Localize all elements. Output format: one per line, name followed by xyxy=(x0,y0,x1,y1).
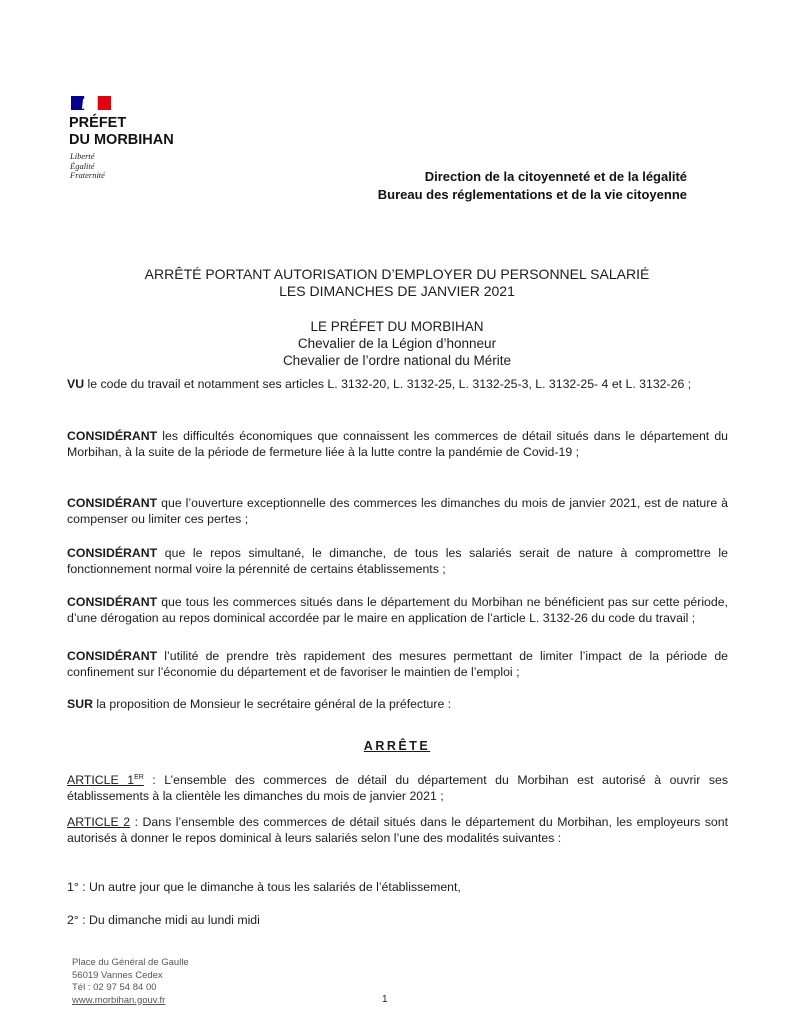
paragraph-keyword: CONSIDÉRANT xyxy=(67,649,158,663)
considerant-paragraph xyxy=(67,545,728,577)
paragraph-text: le code du travail et notamment ses articles L. 3132-20, L. 3132-25, L. 3132-25-3, L. 3132-25- 4 et L. 3132-26 ; xyxy=(84,377,692,391)
paragraph-text: que l’ouverture exceptionnelle des commerces les dimanches du mois de janvier 2021, est de nature à compenser ou limiter ces pertes ; xyxy=(67,496,728,526)
paragraph-text: que le repos simultané, le dimanche, de tous les salariés serait de nature à compromettre le fonctionnement normal voire la pérennité de certains établissements ; xyxy=(67,546,728,576)
authority-block xyxy=(40,318,754,369)
option-2: 2° : Du dimanche midi au lundi midi xyxy=(67,913,260,927)
article-ordinal: ER xyxy=(134,774,144,781)
paragraph-keyword: CONSIDÉRANT xyxy=(67,429,158,443)
paragraph-text: que tous les commerces situés dans le département du Morbihan ne bénéficient pas sur cette période, d’une dérogation au repos dominical accordée par le maire en application de l’article L. 3132-26 du code du travail ; xyxy=(67,595,728,625)
article-2 xyxy=(67,814,728,846)
article-label: ARTICLE 2 xyxy=(67,815,131,829)
footer-address xyxy=(72,957,189,1007)
sur-paragraph xyxy=(67,696,728,712)
paragraph-text: la proposition de Monsieur le secrétaire général de la préfecture : xyxy=(92,697,452,711)
paragraph-keyword: SUR xyxy=(67,697,93,711)
paragraph-text: les difficultés économiques que connaissent les commerces de détail situés dans le département du Morbihan, à la suite de la période de fermeture liée à la lutte contre la pandémie de Covid-19 ; xyxy=(67,429,728,459)
motto-liberte: Liberté xyxy=(70,151,95,161)
marianne-flag-icon xyxy=(71,96,111,110)
logo-line-2: DU MORBIHAN xyxy=(69,132,174,148)
considerant-paragraph xyxy=(67,495,728,527)
document-title xyxy=(40,266,754,300)
authority-line-2: Chevalier de la Légion d’honneur xyxy=(297,336,497,351)
article-text: : Dans l’ensemble des commerces de détail situés dans le département du Morbihan, les employeurs sont autorisés à donner le repos dominical à leurs salariés selon l’une des modalités suivantes : xyxy=(67,815,728,845)
issuing-department xyxy=(378,168,687,204)
logo-line-1: PRÉFET xyxy=(69,115,127,131)
article-text: : L’ensemble des commerces de détail du département du Morbihan est autorisé à ouvrir ses établissements à la clientèle les dimanches du mois de janvier 2021 ; xyxy=(67,773,729,804)
authority-line-1: LE PRÉFET DU MORBIHAN xyxy=(310,319,484,334)
footer-city: 56019 Vannes Cedex xyxy=(72,969,163,981)
paragraph-text: l’utilité de prendre très rapidement des mesures permettant de limiter l’impact de la période de confinement sur l’économie du département et de favoriser le maintien de l’emploi ; xyxy=(67,649,728,679)
prefecture-logo-text xyxy=(69,115,174,149)
direction-line: Direction de la citoyenneté et de la légalité xyxy=(424,169,687,184)
vu-paragraph xyxy=(67,376,728,392)
paragraph-keyword: CONSIDÉRANT xyxy=(67,496,158,510)
authority-line-3: Chevalier de l’ordre national du Mérite xyxy=(282,353,512,368)
page-number: 1 xyxy=(382,994,388,1005)
paragraph-keyword: CONSIDÉRANT xyxy=(67,546,158,560)
footer-street: Place du Général de Gaulle xyxy=(72,957,189,968)
article-number: ARTICLE 1 xyxy=(67,773,135,788)
title-line-2: LES DIMANCHES DE JANVIER 2021 xyxy=(279,283,515,299)
paragraph-keyword: CONSIDÉRANT xyxy=(67,595,158,609)
bureau-line: Bureau des réglementations et de la vie citoyenne xyxy=(377,187,687,202)
considerant-paragraph xyxy=(67,648,728,680)
republic-motto xyxy=(70,152,105,181)
footer-phone: Tél : 02 97 54 84 00 xyxy=(72,982,157,993)
arrete-heading: ARRÊTE xyxy=(363,739,431,753)
option-1: 1° : Un autre jour que le dimanche à tous les salariés de l’établissement, xyxy=(67,880,461,894)
considerant-paragraph xyxy=(67,428,728,460)
motto-fraternite: Fraternité xyxy=(70,170,105,180)
title-line-1: ARRÊTÉ PORTANT AUTORISATION D’EMPLOYER DU PERSONNEL SALARIÉ xyxy=(144,266,650,282)
article-label xyxy=(67,773,144,787)
considerant-paragraph xyxy=(67,594,728,626)
paragraph-keyword: VU xyxy=(67,377,85,391)
article-1 xyxy=(67,770,728,804)
motto-egalite: Égalité xyxy=(70,160,95,171)
footer-website-link[interactable]: www.morbihan.gouv.fr xyxy=(72,994,166,1006)
